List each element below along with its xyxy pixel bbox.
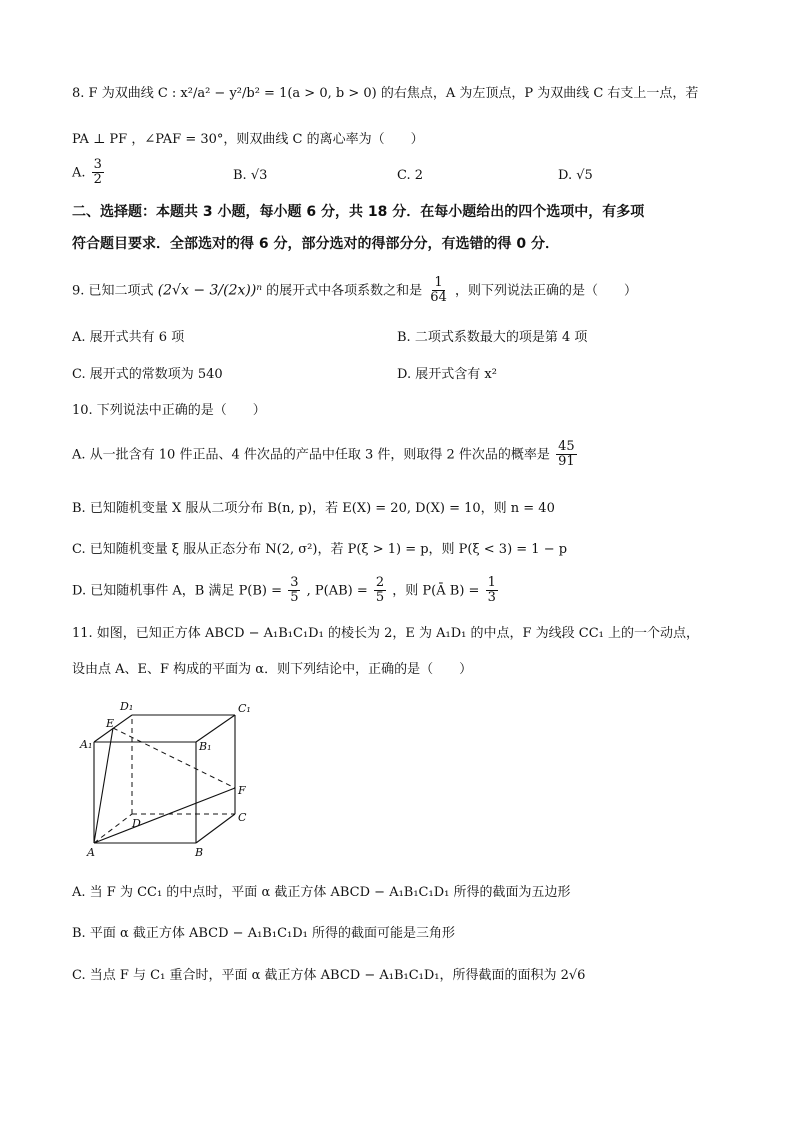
q10-option-b[interactable]: B. 已知随机变量 X 服从二项分布 B(n, p)，若 E(X) = 20, D(X) = 10，则 n = 40 — [72, 501, 555, 516]
q9-option-a[interactable]: A. 展开式共有 6 项 — [72, 330, 185, 345]
q10-d-numerator-2: 2 — [375, 575, 385, 590]
q8-line1: 8. F 为双曲线 C : x²/a² − y²/b² = 1(a > 0, b > 0) 的右焦点，A 为左顶点，P 为双曲线 C 右支上一点，若 — [72, 86, 699, 101]
segment-a-f — [94, 788, 235, 843]
q10-option-d[interactable] — [72, 576, 500, 606]
q11-line1: 11. 如图，已知正方体 ABCD − A₁B₁C₁D₁ 的棱长为 2，E 为 A₁D₁ 的中点，F 为线段 CC₁ 上的一个动点， — [72, 626, 699, 641]
q10-d-fraction-1 — [288, 576, 300, 606]
label-e: E — [106, 717, 115, 730]
label-c1: C₁ — [238, 702, 251, 715]
q9-sum-fraction — [428, 276, 449, 306]
q9-option-c[interactable]: C. 展开式的常数项为 540 — [72, 367, 223, 382]
q8-option-b[interactable]: B. √3 — [233, 168, 268, 183]
label-b: B — [195, 846, 204, 859]
q10-option-d-text-c: ，则 P(Ā B) = — [392, 583, 480, 599]
q10-option-c[interactable]: C. 已知随机变量 ξ 服从正态分布 N(2, σ²)，若 P(ξ > 1) = p，则 P(ξ < 3) = 1 − p — [72, 542, 568, 557]
q9-option-d[interactable]: D. 展开式含有 x² — [397, 367, 497, 382]
q10-d-denominator-3: 3 — [487, 590, 496, 606]
edge-b-c — [196, 814, 235, 843]
label-f: F — [238, 784, 246, 797]
q10-d-denominator-1: 5 — [290, 590, 299, 606]
q10-d-fraction-2 — [374, 576, 386, 606]
label-d1: D₁ — [120, 700, 134, 713]
section2-line1: 二、选择题：本题共 3 小题，每小题 6 分，共 18 分．在每小题给出的四个选项中，有多项 — [72, 204, 645, 220]
q10-option-d-text-b: , P(AB) = — [306, 583, 368, 599]
segment-e-f — [113, 728, 235, 788]
label-a1: A₁ — [80, 738, 93, 751]
q10-option-a[interactable] — [72, 440, 579, 470]
q8-a-denominator: 2 — [93, 172, 102, 188]
label-b1: B₁ — [199, 740, 212, 753]
section2-line2: 符合题目要求．全部选对的得 6 分，部分选对的得部分分，有选错的得 0 分． — [72, 236, 559, 252]
segment-a-e — [94, 728, 113, 843]
edge-b1-c1 — [196, 715, 235, 742]
q10-a-denominator: 91 — [558, 454, 575, 470]
q8-line2: PA ⊥ PF ，∠PAF = 30°，则双曲线 C 的离心率为（ ） — [72, 132, 424, 147]
q8-option-a-label: A. — [72, 165, 86, 181]
q9-sum-denominator: 64 — [430, 290, 447, 306]
q11-option-a[interactable]: A. 当 F 为 CC₁ 的中点时，平面 α 截正方体 ABCD − A₁B₁C₁D₁ 所得的截面为五边形 — [72, 885, 571, 900]
q10-d-numerator-3: 1 — [487, 575, 496, 590]
q9-stem-a: 9. 已知二项式 — [72, 283, 154, 299]
q10-option-a-text: A. 从一批含有 10 件正品、4 件次品的产品中任取 3 件，则取得 2 件次品的概率是 — [72, 447, 550, 463]
q8-option-d[interactable]: D. √5 — [558, 168, 593, 183]
q10-d-fraction-3 — [486, 576, 498, 606]
q10-d-denominator-2: 5 — [375, 590, 385, 606]
q10-a-numerator: 45 — [558, 439, 575, 454]
q10-stem: 10. 下列说法中正确的是（ ） — [72, 403, 266, 418]
q11-option-b[interactable]: B. 平面 α 截正方体 ABCD − A₁B₁C₁D₁ 所得的截面可能是三角形 — [72, 926, 455, 941]
label-a: A — [87, 846, 95, 859]
label-d: D — [132, 817, 141, 830]
q9-stem — [72, 276, 637, 306]
q8-option-c[interactable]: C. 2 — [397, 168, 424, 183]
q8-option-a-fraction — [92, 158, 104, 188]
q9-stem-c: ，则下列说法正确的是（ ） — [454, 283, 637, 299]
q8-option-a[interactable] — [72, 158, 106, 188]
q8-a-numerator: 3 — [93, 157, 102, 172]
cube-figure — [78, 696, 278, 866]
label-c: C — [238, 811, 247, 824]
q10-option-a-fraction — [556, 440, 577, 470]
edge-a-d — [94, 814, 132, 843]
q9-option-b[interactable]: B. 二项式系数最大的项是第 4 项 — [397, 330, 588, 345]
q9-stem-b: 的展开式中各项系数之和是 — [266, 283, 423, 299]
q10-option-d-text-a: D. 已知随机事件 A，B 满足 P(B) = — [72, 583, 283, 599]
q9-sum-numerator: 1 — [434, 275, 443, 290]
q9-expression: (2√x − 3/(2x))ⁿ — [157, 282, 262, 299]
q10-d-numerator-1: 3 — [290, 575, 299, 590]
q11-line2: 设由点 A、E、F 构成的平面为 α．则下列结论中，正确的是（ ） — [72, 662, 473, 677]
q11-option-c[interactable]: C. 当点 F 与 C₁ 重合时，平面 α 截正方体 ABCD − A₁B₁C₁D₁，所得截面的面积为 2√6 — [72, 968, 586, 983]
